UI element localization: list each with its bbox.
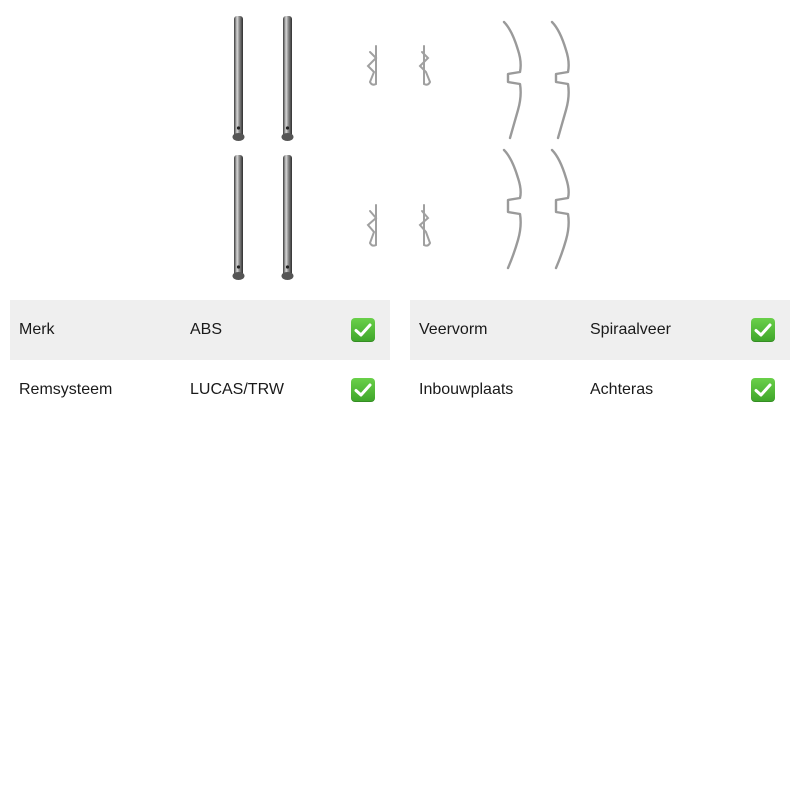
spec-row-merk xyxy=(10,300,390,360)
spec-value: ABS xyxy=(190,321,223,338)
guide-pin xyxy=(282,155,294,280)
spring-clip xyxy=(368,46,376,85)
spec-row-remsysteem xyxy=(10,360,390,420)
anti-rattle-spring xyxy=(504,150,521,268)
anti-rattle-spring xyxy=(552,150,569,268)
check-icon xyxy=(751,318,775,342)
spec-value: Spiraalveer xyxy=(590,321,671,338)
guide-pin xyxy=(282,16,294,141)
spec-row-inbouwplaats xyxy=(410,360,790,420)
spec-label: Remsysteem xyxy=(19,381,113,398)
product-image xyxy=(0,0,800,290)
check-icon xyxy=(351,318,375,342)
check-icon xyxy=(751,378,775,402)
spec-value: Achteras xyxy=(590,381,654,398)
guide-pin xyxy=(233,16,245,141)
spec-label: Merk xyxy=(19,321,55,338)
anti-rattle-spring xyxy=(504,22,521,138)
spec-label: Veervorm xyxy=(419,321,488,338)
spec-row-veervorm xyxy=(410,300,790,360)
check-icon xyxy=(351,378,375,402)
spring-clip xyxy=(420,205,430,246)
anti-rattle-spring xyxy=(552,22,569,138)
spec-table-left xyxy=(10,300,390,420)
spring-clip xyxy=(368,205,376,246)
spec-value: LUCAS/TRW xyxy=(190,381,284,398)
guide-pin xyxy=(233,155,245,280)
spring-clip xyxy=(420,46,430,85)
spec-table-right xyxy=(410,300,790,420)
spec-label: Inbouwplaats xyxy=(419,381,514,398)
